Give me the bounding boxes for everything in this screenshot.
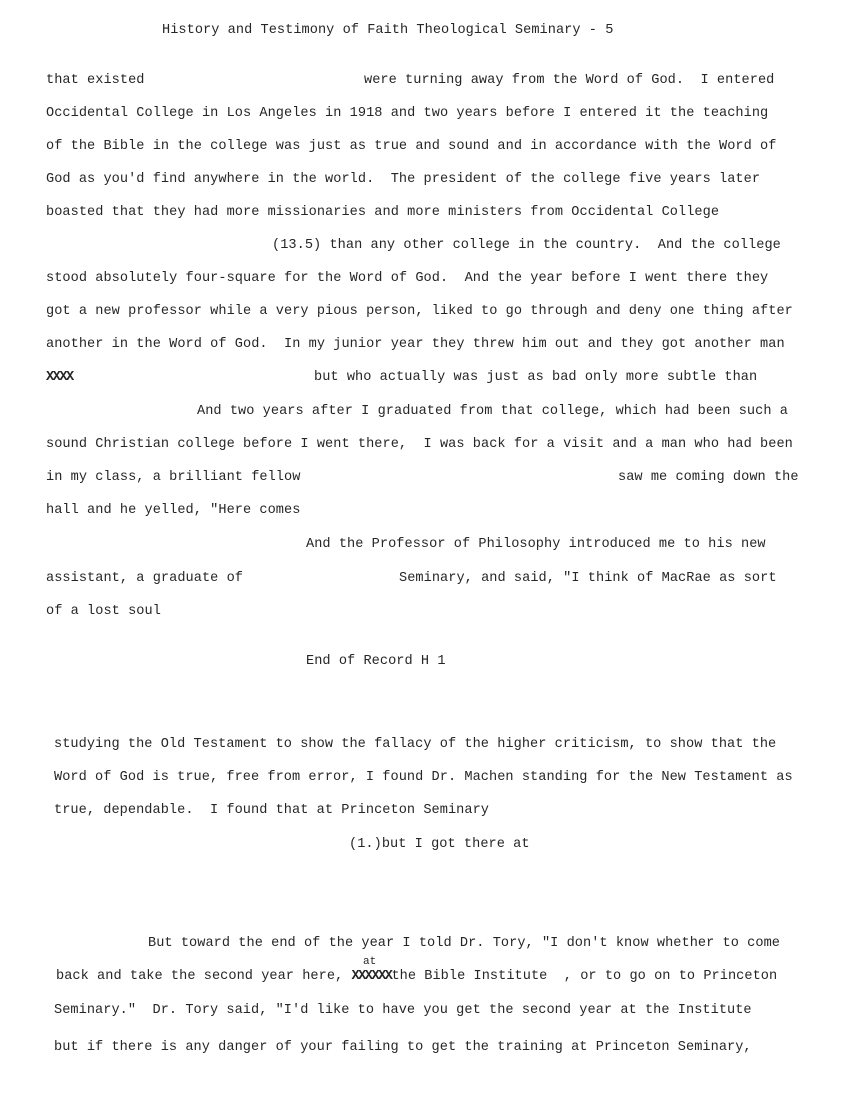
- text-line: but if there is any danger of your failing to get the training at Princeton Seminary,: [54, 1040, 752, 1055]
- text-line: And the Professor of Philosophy introduced me to his new: [306, 537, 766, 552]
- text-line: back and take the second year here, XXXXXXthe Bible Institute , or to go on to Princeton: [56, 969, 778, 984]
- text-line: Occidental College in Los Angeles in 1918 and two years before I entered it the teaching: [46, 106, 769, 121]
- text-line: (13.5) than any other college in the country. And the college: [272, 238, 781, 253]
- text-line: (1.)but I got there at: [349, 837, 530, 852]
- text-line: got a new professor while a very pious person, liked to go through and deny one thing after: [46, 304, 793, 319]
- text-line: true, dependable. I found that at Princeton Seminary: [54, 803, 490, 818]
- text-line: saw me coming down the: [618, 470, 799, 485]
- record-end-marker: End of Record H 1: [306, 654, 446, 669]
- text-line: assistant, a graduate of: [46, 571, 243, 586]
- page-title: History and Testimony of Faith Theological Seminary - 5: [162, 23, 614, 38]
- text-line: but who actually was just as bad only more subtle than: [314, 370, 758, 385]
- text-line: another in the Word of God. In my junior year they threw him out and they got another man: [46, 337, 785, 352]
- text-line: Seminary." Dr. Tory said, "I'd like to have you get the second year at the Institute: [54, 1003, 752, 1018]
- text-line: sound Christian college before I went there, I was back for a visit and a man who had been: [46, 437, 793, 452]
- text-line: were turning away from the Word of God. I entered: [364, 73, 775, 88]
- text-line: And two years after I graduated from that college, which had been such a: [197, 404, 788, 419]
- text-line: hall and he yelled, "Here comes: [46, 503, 301, 518]
- text-line: boasted that they had more missionaries and more ministers from Occidental College: [46, 205, 720, 220]
- text-line: of the Bible in the college was just as true and sound and in accordance with the Word of: [46, 139, 777, 154]
- text-line: Seminary, and said, "I think of MacRae as sort: [399, 571, 777, 586]
- struck-out-text: XXXXXX: [351, 969, 392, 984]
- text-line: studying the Old Testament to show the fallacy of the higher criticism, to show that the: [54, 737, 777, 752]
- text-line: stood absolutely four-square for the Word of God. And the year before I went there they: [46, 271, 769, 286]
- struck-out-text: XXXX: [46, 370, 73, 385]
- text-line: of a lost soul: [46, 604, 161, 619]
- text-line: God as you'd find anywhere in the world. The president of the college five years later: [46, 172, 761, 187]
- interlinear-correction: at: [363, 956, 377, 968]
- text-line: Word of God is true, free from error, I found Dr. Machen standing for the New Testament as: [54, 770, 793, 785]
- text-line: But toward the end of the year I told Dr. Tory, "I don't know whether to come: [148, 936, 780, 951]
- text-line: that existed: [46, 73, 145, 88]
- text-line: in my class, a brilliant fellow: [46, 470, 301, 485]
